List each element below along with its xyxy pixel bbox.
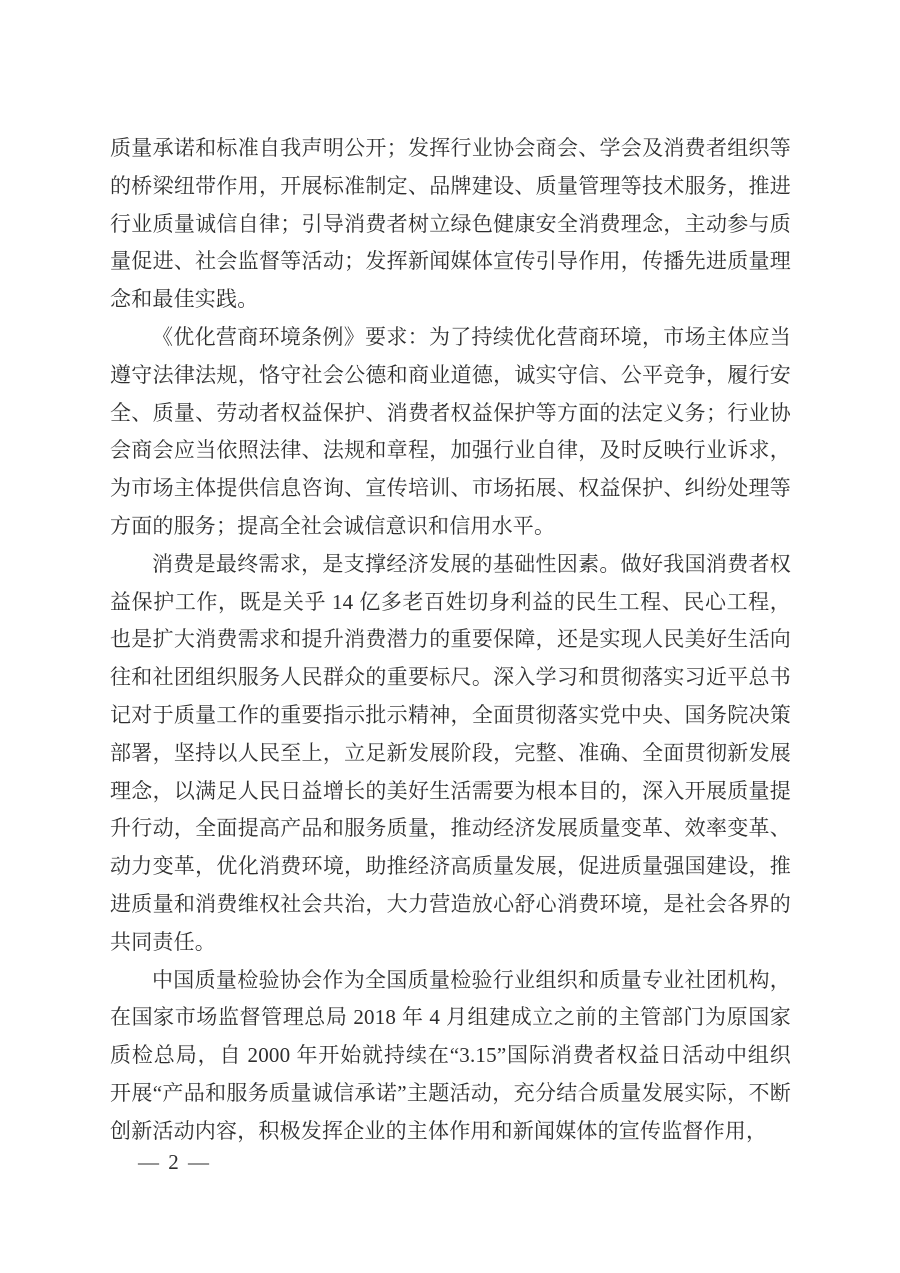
page-number: — 2 —	[138, 1150, 211, 1174]
paragraph: 《优化营商环境条例》要求：为了持续优化营商环境，市场主体应当遵守法律法规，恪守社会公德和商业道德，诚实守信、公平竞争，履行安全、质量、劳动者权益保护、消费者权益保护等方面的法定义务；行业协会商会应当依照法律、法规和章程，加强行业自律，及时反映行业诉求，为市场主体提供信息咨询、宣传培训、市场拓展、权益保护、纠纷处理等方面的服务；提高全社会诚信意识和信用水平。	[110, 324, 791, 538]
paragraph: 中国质量检验协会作为全国质量检验行业组织和质量专业社团机构，在国家市场监督管理总局 2018 年 4 月组建成立之前的主管部门为原国家质检总局，自 2000 年开始就持续在“3.15”国际消费者权益日活动中组织开展“产品和服务质量诚信承诺”主题活动，充分结合质量发展实际，不断创新活动内容，积极发挥企业的主体作用和新闻媒体的宣传监督作用，	[110, 967, 791, 1143]
paragraph: 质量承诺和标准自我声明公开；发挥行业协会商会、学会及消费者组织等的桥梁纽带作用，开展标准制定、品牌建设、质量管理等技术服务，推进行业质量诚信自律；引导消费者树立绿色健康安全消费理念，主动参与质量促进、社会监督等活动；发挥新闻媒体宣传引导作用，传播先进质量理念和最佳实践。	[110, 136, 791, 312]
paragraph: 消费是最终需求，是支撑经济发展的基础性因素。做好我国消费者权益保护工作，既是关乎 14 亿多老百姓切身利益的民生工程、民心工程，也是扩大消费需求和提升消费潜力的重要保障，还是实现人民美好生活向往和社团组织服务人民群众的重要标尺。深入学习和贯彻落实习近平总书记对于质量工作的重要指示批示精神，全面贯彻落实党中央、国务院决策部署，坚持以人民至上，立足新发展阶段，完整、准确、全面贯彻新发展理念，以满足人民日益增长的美好生活需要为根本目的，深入开展质量提升行动，全面提高产品和服务质量，推动经济发展质量变革、效率变革、动力变革，优化消费环境，助推经济高质量发展，促进质量强国建设，推进质量和消费维权社会共治，大力营造放心舒心消费环境，是社会各界的共同责任。	[110, 551, 791, 954]
document-body	[110, 130, 791, 1151]
